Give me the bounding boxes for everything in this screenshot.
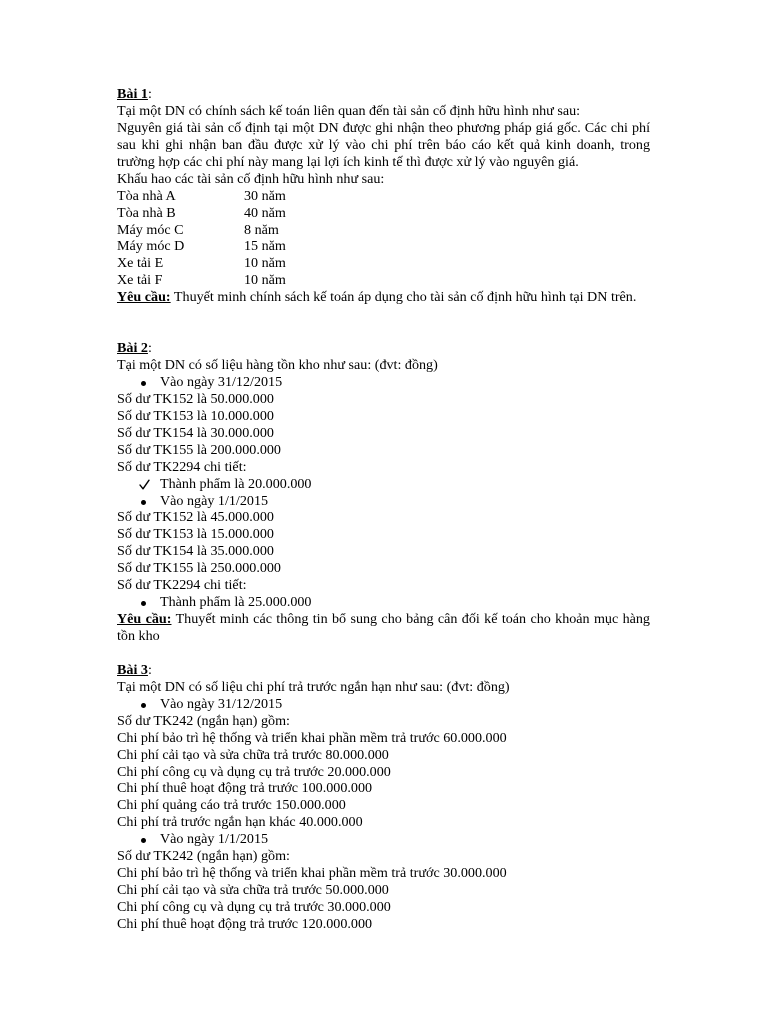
account-label: Số dư TK242 (ngắn hạn) gồm: (117, 848, 290, 865)
blank-line (117, 306, 650, 323)
requirement (117, 289, 650, 306)
expense-line: Chi phí thuê hoạt động trả trước 100.000.000 (117, 780, 373, 797)
list-item (117, 594, 650, 611)
exercise-title: Bài 1 (117, 86, 148, 102)
exercise-heading (117, 340, 650, 357)
balance-line: Số dư TK152 là 45.000.000 (117, 509, 274, 526)
exercise-heading (117, 662, 650, 679)
useful-life: 40 năm (244, 204, 286, 221)
expense-line: Chi phí thuê hoạt động trả trước 120.000.000 (117, 915, 373, 932)
depreciation-row (117, 255, 650, 272)
exercise-2 (117, 340, 650, 645)
blank-line (117, 645, 650, 662)
depreciation-row (117, 222, 650, 239)
requirement-text: Thuyết minh chính sách kế toán áp dụng cho tài sản cố định hữu hình tại DN trên. (173, 289, 637, 306)
exercise-3 (117, 662, 650, 933)
useful-life: 30 năm (244, 187, 286, 204)
period-date: Vào ngày 1/1/2015 (160, 492, 269, 509)
policy-line: sau khi ghi nhận ban đầu được xử lý vào chi phí trên báo cáo kết quả kinh doanh, trong (117, 136, 650, 153)
requirement-text-continued: tồn kho (117, 628, 160, 644)
asset-name: Xe tải F (117, 272, 163, 289)
exercise-heading (117, 86, 650, 103)
asset-name: Máy móc C (117, 221, 184, 238)
asset-name: Tòa nhà A (117, 187, 176, 204)
balance-line: Số dư TK153 là 10.000.000 (117, 407, 274, 424)
bullet-icon (141, 381, 146, 386)
expense-line: Chi phí bảo trì hệ thống và triển khai phần mềm trả trước 30.000.000 (117, 865, 507, 882)
bullet-icon (141, 601, 146, 606)
bullet-icon (141, 838, 146, 843)
useful-life: 8 năm (244, 221, 279, 238)
useful-life: 10 năm (244, 272, 286, 289)
policy-line: trường hợp các chi phí này mang lại lợi ích kinh tế thì được xử lý vào nguyên giá. (117, 153, 579, 170)
balance-line: Số dư TK153 là 15.000.000 (117, 526, 274, 543)
exercise-title-colon: : (147, 340, 152, 357)
balance-line: Số dư TK154 là 35.000.000 (117, 543, 274, 560)
exercise-1 (117, 86, 650, 306)
list-item (117, 493, 650, 510)
balance-line: Số dư TK152 là 50.000.000 (117, 390, 274, 407)
requirement-text: Thuyết minh các thông tin bổ sung cho bảng cân đối kế toán cho khoản mục hàng (175, 611, 650, 628)
depreciation-row (117, 188, 650, 205)
depreciation-row (117, 272, 650, 289)
bullet-icon (141, 500, 146, 505)
allowance-item: Thành phẩm là 20.000.000 (160, 475, 312, 492)
depreciation-table (117, 188, 650, 290)
depreciation-row (117, 205, 650, 222)
depreciation-row (117, 238, 650, 255)
period-date: Vào ngày 1/1/2015 (160, 831, 269, 848)
exercise-title: Bài 3 (117, 661, 148, 678)
expense-line: Chi phí cải tạo và sửa chữa trả trước 80.000.000 (117, 746, 389, 763)
exercise-intro: Tại một DN có chính sách kế toán liên quan đến tài sản cố định hữu hình như sau: (117, 102, 581, 119)
allowance-label: Số dư TK2294 chi tiết: (117, 458, 247, 475)
asset-name: Xe tải E (117, 255, 164, 272)
expense-line: Chi phí công cụ và dụng cụ trả trước 20.000.000 (117, 763, 391, 780)
expense-line: Chi phí bảo trì hệ thống và triển khai phần mềm trả trước 60.000.000 (117, 729, 507, 746)
balance-line: Số dư TK155 là 250.000.000 (117, 560, 281, 577)
expense-line: Chi phí cải tạo và sửa chữa trả trước 50.000.000 (117, 882, 389, 899)
requirement-label: Yêu cầu: (117, 611, 172, 628)
exercise-title: Bài 2 (117, 340, 148, 357)
checkmark-icon (139, 479, 150, 490)
depreciation-intro: Khấu hao các tài sản cố định hữu hình như sau: (117, 170, 385, 187)
requirement-label: Yêu cầu: (117, 289, 171, 306)
period-date: Vào ngày 31/12/2015 (160, 695, 283, 712)
allowance-label: Số dư TK2294 chi tiết: (117, 577, 247, 594)
asset-name: Máy móc D (117, 238, 185, 255)
requirement (117, 611, 650, 628)
allowance-item: Thành phẩm là 25.000.000 (160, 594, 312, 611)
expense-line: Chi phí công cụ và dụng cụ trả trước 30.000.000 (117, 899, 391, 915)
list-item (117, 476, 650, 493)
list-item (117, 831, 650, 848)
balance-line: Số dư TK154 là 30.000.000 (117, 424, 274, 441)
expense-line: Chi phí trả trước ngắn hạn khác 40.000.000 (117, 814, 363, 831)
bullet-icon (141, 703, 146, 708)
exercise-intro: Tại một DN có số liệu chi phí trả trước ngắn hạn như sau: (đvt: đồng) (117, 678, 510, 695)
exercise-intro: Tại một DN có số liệu hàng tồn kho như sau: (đvt: đồng) (117, 357, 438, 373)
asset-name: Tòa nhà B (117, 204, 176, 221)
useful-life: 10 năm (244, 255, 286, 272)
exercise-title-colon: : (147, 86, 152, 102)
period-date: Vào ngày 31/12/2015 (160, 373, 283, 390)
list-item (117, 374, 650, 391)
useful-life: 15 năm (244, 238, 286, 255)
exercise-title-colon: : (147, 661, 152, 678)
blank-line (117, 323, 650, 340)
balance-line: Số dư TK155 là 200.000.000 (117, 441, 281, 458)
expense-line: Chi phí quảng cáo trả trước 150.000.000 (117, 797, 346, 814)
policy-line: Nguyên giá tài sản cố định tại một DN được ghi nhận theo phương pháp giá gốc. Các chi phí (117, 119, 650, 136)
list-item (117, 696, 650, 713)
account-label: Số dư TK242 (ngắn hạn) gồm: (117, 712, 290, 729)
